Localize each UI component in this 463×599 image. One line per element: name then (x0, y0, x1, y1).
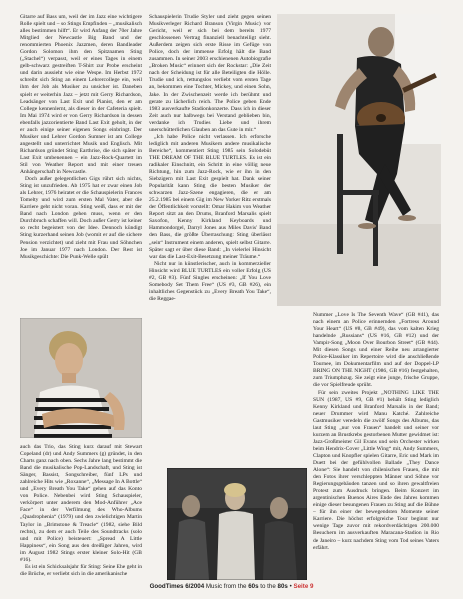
page-footer (0, 583, 463, 593)
footer-separator: • (289, 583, 292, 590)
footer-decade-end: 80s (277, 583, 288, 590)
portrait-illustration (20, 318, 142, 438)
paragraph: Gitarre auf Bass um, weil der im Jazz eine wichtigere Rolle spielt und – so Stings Empfinden – „musikalisch alles bestimmen hilft“. Er wird Anfang der 70er Jahre Mitglied der Newcastle Big Band und der renommierten Phoenix Jazzmen, deren Bandleader Gordon Solomon ihm den Spitznamen Sting („Stachel“) verpasst, weil er eines Tages in einem gelb-schwarz gestreiften T-Shirt zur Probe erscheint und darin aussieht wie eine Wespe. Im Herbst 1972 schreibt sich Sting an einem Lehrercollege ein, weil ihm der Job als Musiker zu unsicher ist. Daneben spielt er weiterhin Jazz – jetzt mit Gerry Richardson, Leadsänger von Last Exit und Pianist, den er am College kennenlernt, als dieser in der Cafeteria spielt. Im Mai 1974 wird er von Gerry Richardson in dessen ebenfalls jazzorientierte Band Last Exit geholt, in der er auch einige seiner eigenen Songs einbringt. Der Musiker und Lehrer Gordon Sumner ist am College angestellt und unterrichtet Musik und Englisch. Mit Richardson gründet Sting Earthrise, die sich später in Last Exit umbenennen – ein Jazz-Rock-Quartett im Stil von Weather Report und mit einer treuen Anhängerschaft in Newcastle. (20, 14, 142, 176)
sting-portrait-photo (20, 318, 142, 438)
paragraph: Nummer „Love Is The Seventh Wave“ (GB #41), das nach einem an Police erinnernden „Fortress Around Your Heart“ (US #8, GB #49), das vom kalten Krieg handelnde „Russians“ (US #16, GB #12) und der Vampir-Song „Moon Over Bourbon Street“ (GB #44). Mit diesen Songs und einer Reihe neu arrangierter Police-Klassiker im Repertoire wird die anschließende Tournee, im Dokumentarfilm und auf der Doppel-LP BRING ON THE NIGHT (1986, GB #16) festgehalten, zum Triumphzug. Sie zeigt eine junge, frische Gruppe, die vor Spielfreude sprüht. (313, 312, 439, 389)
paragraph: Schauspielerin Trudie Styler und zieht gegen seinen Musikverleger Richard Branson (Virgin Music) vor Gericht, weil er sich bei dem bereits 1977 geschlossenen Vertrag finanziell benachteiligt sieht. Außerdem zeigen sich erste Risse im Gefüge von Police, doch der immense Erfolg hält die Band zusammen. In seiner 2003 erschienenen Autobiografie „Broken Music“ erinnert sich der Rockstar: „Die Zeit nach der Scheidung ist für alle Beteiligten die Hölle. Trudie und ich, rettungslos verliebt vom ersten Tage an, bekommen eine Tochter, Mickey, und einen Sohn, Jake. In der Zwischenzeit werde ich berühmt und gerate zu lächerlich reich. The Police geben Ende 1983 ausverkaufte Stadionkonzerte. Dass ich in dieser Zeit auch nur halbwegs bei Verstand geblieben bin, verdanke ich Trudies Liebe und ihrem unerschütterlichen Glauben an das Gute in mir.“ (149, 14, 271, 133)
paragraph: auch das Trio, das Sting kurz darauf mit Stewart Copeland (dr) und Andy Summers (g) gründet, in den Charts ganz nach oben. Sechs Jahre lang bestimmt die Band die musikalische Pop-Landschaft, und Sting ist Sänger, Bassist, Songschreiber, fünf LPs und zahlreiche Hits wie „Roxanne“, „Message In A Bottle“ und „Every Breath You Take“ gehen auf das Konto von Police. Nebenbei wird Sting Schauspieler, verkörpert unter anderem den Mod-Anführer „Ace Face“ in der Verfilmung des Who-Albums „Quadrophenia“ (1979) und den zwielichtigen Martin Taylor in „Brimstone & Treacle“ (1982, siehe Bild rechts), zu dem er auch Teile des Soundtracks (solo und mit Police) beisteuert: „Spread A Little Happiness“, ein Song aus den dreißiger Jahren, wird im August 1982 Stings erster kleiner Solo-Hit (GB #16). (20, 444, 142, 563)
sting-guitar-photo (277, 14, 441, 306)
paragraph: „Ich habe Police nicht verlassen. Ich erforsche lediglich mit anderen Musikern andere musikalische Bereiche“, kommentiert Sting 1985 sein Solodebüt THE DREAM OF THE BLUE TURTLES. Es ist ein radikaler Einschnitt, ein Schritt in eine völlig neue Richtung, hin zum Jazz-Rock, wie er ihn in den Siebzigern mit Last Exit gespielt hat. Dank seiner Popularität kann Sting die besten Musiker der schwarzen Jazz-Szene engagieren, die er am 25.2.1985 bei einem Gig im New Yorker Ritz erstmals der Öffentlichkeit vorstellt: Omar Hakim von Weather Report sitzt an den Drums, Branford Marsalis spielt Saxofon, Kenny Kirkland Keyboards und Hammondorgel, Darryl Jones aus Miles Davis' Band den Bass, die größte Überraschung: Sting überlässt „sein“ Instrument einem anderen, spielt selbst Gitarre. Später sagt er über diese Band: „In vielerlei Hinsicht war das die Last-Exit-Besetzung meiner Träume.“ (149, 133, 271, 260)
text-column-1 (20, 14, 142, 314)
band-illustration (167, 468, 307, 580)
band-film-still-photo (167, 468, 307, 580)
text-column-1-continued (20, 444, 142, 589)
paragraph: Doch außer gelegentlichen Gigs rührt sich nichts, Sting ist unzufrieden. Ab 1975 hat er zwar einen Job als Lehrer, 1976 heiratet er die Schauspielerin Frances Tomelty und wird zum ersten Mal Vater, aber die Karriere geht nicht voran. Sting weiß, dass er mit der Band nach London gehen muss, wenn er den Durchbruch schaffen will. Doch außer Gerry ist keiner so recht begeistert von der Idee. Dennoch kündigt Sting kurzerhand seinen Job (womit er auf die sichere Pension verzichtet) und zieht mit Frau und Söhnchen Joe im Januar 1977 nach London. Der Rest ist Musikgeschichte: Die Punk-Welle spült (20, 176, 142, 260)
paragraph: Für sein zweites Projekt „NOTHING LIKE THE SUN (1987, US #9, GB #1) behält Sting lediglich Kenny Kirkland und Branford Marsalis in der Band; neuer Drummer wird Manu Katché. Zahlreiche Gastmusiker veredeln die zwölf Songs des Albums, das laut Sting „nur von Frauen“ handelt und seiner vor kurzem an Brustkrebs gestorbenen Mutter gewidmet ist: Jazz-Großmeister Gil Evans und sein Orchester wirken beim Hendrix-Cover „Little Wing“ mit, Andy Summers, Clapton und Knopfler spielen Gitarre, Eric und Mark im Duett bei der gefühlvollen Ballade „They Dance Alone“: Sie handelt von chilenischen Frauen, die mit den Fotos ihrer verschleppten Männer und Söhne vor Regierungsgebäuden tanzen und so ihren gewaltfreien Protest zum Ausdruck bringen. Beim Konzert im argentinischen Buenos Aires Ende des Jahres kommen einige dieser besungenen Frauen zu Sting auf die Bühne – für ihn einer der bewegendsten Momente seiner Karriere. Die höchst erfolgreiche Tour beginnt nur wenige Tage zuvor mit rekordverdächtigen 200.000 Besuchern im ausverkauften Maracana-Stadion in Rio de Janeiro – kurz nachdem Sting vom Tod seines Vaters erfährt. (313, 389, 439, 551)
text-column-2 (149, 14, 271, 466)
footer-page-number: Seite 9 (293, 583, 314, 590)
footer-magazine: GoodTimes (149, 583, 184, 590)
footer-to: to the (260, 583, 276, 590)
guitar-illustration (277, 14, 441, 306)
footer-issue: 6/2004 (185, 583, 205, 590)
paragraph: Es ist ein Schicksalsjahr für Sting: Seine Ehe geht in die Brüche, er verliebt sich in die amerikanische (20, 563, 142, 577)
text-column-3 (313, 312, 439, 586)
paragraph: Nicht nur in künstlerischer, auch in kommerzieller Hinsicht wird BLUE TURTLES ein voller Erfolg (US #2, GB #3). Fünf Singles erscheinen: „If You Love Somebody Set Them Free“ (US #3, GB #26), ein inhaltliches Gegenstück zu „Every Breath You Take“, die Reggae- (149, 260, 271, 302)
footer-decade-start: 60s (248, 583, 259, 590)
footer-tagline: Music from the (205, 583, 247, 590)
